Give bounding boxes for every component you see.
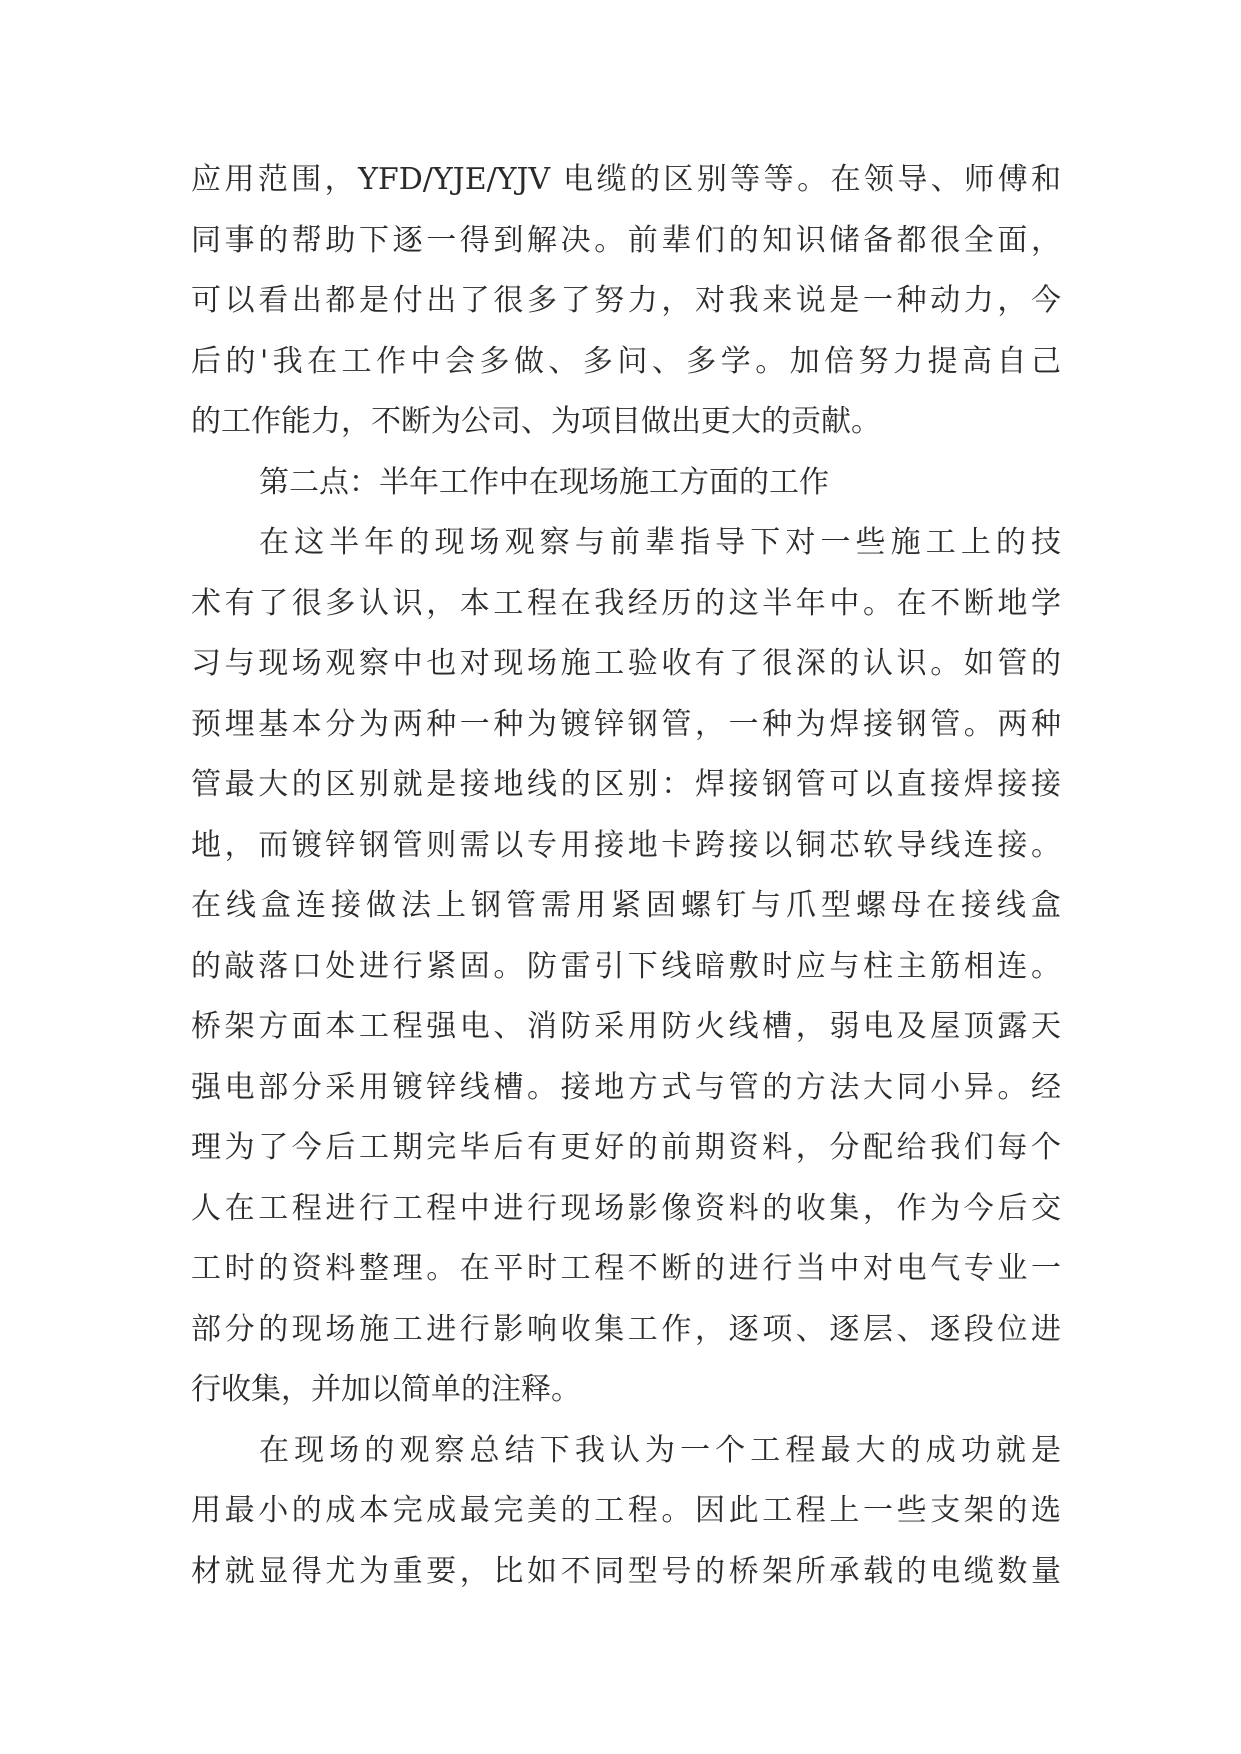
text-line: 同事的帮助下逐一得到解决。前辈们的知识储备都很全面， [191,222,1061,258]
text-line: 术有了很多认识，本工程在我经历的这半年中。在不断地学 [191,585,1061,621]
paragraph-1 [191,150,1061,453]
text-line: 预埋基本分为两种一种为镀锌钢管，一种为焊接钢管。两种 [191,706,1061,742]
text-line: 地，而镀锌钢管则需以专用接地卡跨接以铜芯软导线连接。 [191,827,1061,863]
text-line: 用最小的成本完成最完美的工程。因此工程上一些支架的选 [191,1493,1061,1528]
text-line: 在这半年的现场观察与前辈指导下对一些施工上的技 [259,525,1061,560]
text-line: 工时的资料整理。在平时工程不断的进行当中对电气专业一 [191,1251,1061,1286]
text-line: 材就显得尤为重要，比如不同型号的桥架所承载的电缆数量 [191,1553,1061,1589]
text-line: 桥架方面本工程强电、消防采用防火线槽，弱电及屋顶露天 [191,1009,1061,1044]
text-line: 的敲落口处进行紧固。防雷引下线暗敷时应与柱主筋相连。 [191,948,1061,984]
text-line: 行收集，并加以简单的注释。 [191,1372,581,1407]
text-line: 习与现场观察中也对现场施工验收有了很深的认识。如管的 [191,646,1061,681]
text-line: 管最大的区别就是接地线的区别：焊接钢管可以直接焊接接 [191,767,1061,802]
text-line: 人在工程进行工程中进行现场影像资料的收集，作为今后交 [191,1190,1061,1226]
text-line: 理为了今后工期完毕后有更好的前期资料，分配给我们每个 [191,1130,1061,1165]
section-heading: 第二点：半年工作中在现场施工方面的工作 [259,464,829,500]
text-line: 可以看出都是付出了很多了努力，对我来说是一种动力，今 [191,283,1061,318]
text-line: 的工作能力，不断为公司、为项目做出更大的贡献。 [191,404,881,439]
document-body [191,150,1061,1602]
text-line: 应用范围，YFD/YJE/YJV 电缆的区别等等。在领导、师傅和 [191,162,1061,197]
section-heading-paragraph [191,453,1061,514]
paragraph-3 [191,513,1061,1421]
text-line: 后的'我在工作中会多做、多问、多学。加倍努力提高自己 [191,343,1061,379]
paragraph-4 [191,1421,1061,1603]
text-line: 在线盒连接做法上钢管需用紧固螺钉与爪型螺母在接线盒 [191,888,1061,923]
text-line: 强电部分采用镀锌线槽。接地方式与管的方法大同小异。经 [191,1069,1061,1105]
text-line: 部分的现场施工进行影响收集工作，逐项、逐层、逐段位进 [191,1311,1061,1347]
text-line: 在现场的观察总结下我认为一个工程最大的成功就是 [259,1432,1061,1468]
